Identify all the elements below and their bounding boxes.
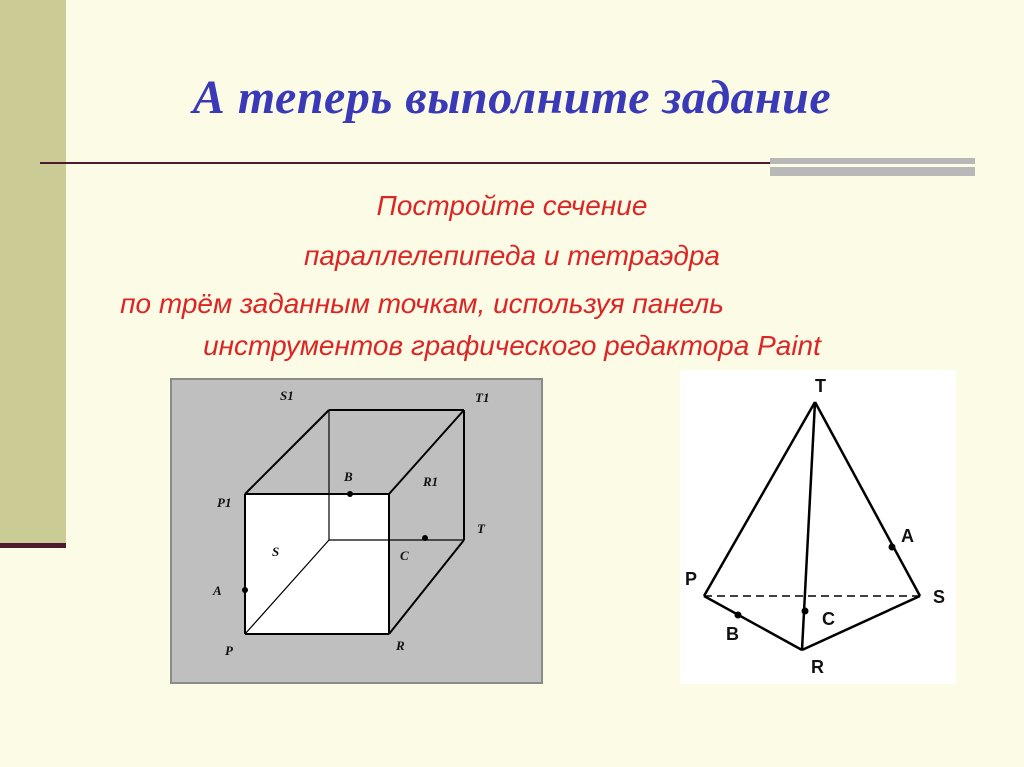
point-b-marker	[735, 612, 742, 619]
point-a-marker	[242, 587, 248, 593]
label-p1: P1	[217, 495, 232, 510]
task-line-3: по трём заданным точкам, используя панель	[120, 288, 724, 319]
title-accent	[770, 158, 975, 176]
point-a-marker	[889, 544, 896, 551]
label-c: C	[400, 548, 409, 563]
slide-title: А теперь выполните задание	[192, 71, 832, 124]
label-p: P	[685, 569, 698, 589]
label-p: P	[225, 643, 233, 658]
edge-p1-s1	[245, 410, 329, 494]
label-t: T	[815, 376, 826, 396]
point-c-marker	[422, 535, 428, 541]
tetrahedron-diagram	[680, 370, 956, 684]
parallelepiped-figure	[170, 378, 543, 684]
label-b: B	[726, 624, 739, 644]
label-s1: S1	[280, 388, 294, 403]
point-c-marker	[802, 608, 809, 615]
task-line-2: параллелепипеда и тетраэдра	[303, 240, 721, 271]
edge-s-r	[802, 596, 920, 650]
point-b-marker	[347, 491, 353, 497]
label-s: S	[933, 587, 946, 607]
label-r: R	[811, 657, 824, 677]
front-face	[245, 494, 389, 634]
label-r1: R1	[423, 474, 439, 489]
side-rule	[0, 543, 66, 548]
label-c: C	[822, 609, 835, 629]
task-line-1: Постройте сечение	[376, 190, 648, 221]
label-t1: T1	[475, 390, 490, 405]
title-rule	[40, 162, 775, 164]
label-b: B	[344, 469, 353, 484]
edge-t-s	[815, 402, 920, 596]
label-s: S	[272, 544, 280, 559]
tetrahedron-figure	[680, 370, 956, 684]
label-t: T	[477, 521, 485, 536]
label-a: A	[901, 526, 914, 546]
label-r: R	[396, 638, 405, 653]
label-a: A	[213, 583, 222, 598]
parallelepiped-diagram	[172, 380, 541, 682]
task-line-4: инструментов графического редактора Paint	[203, 330, 821, 361]
edge-p-r	[704, 596, 802, 650]
edge-t-p	[704, 402, 815, 596]
